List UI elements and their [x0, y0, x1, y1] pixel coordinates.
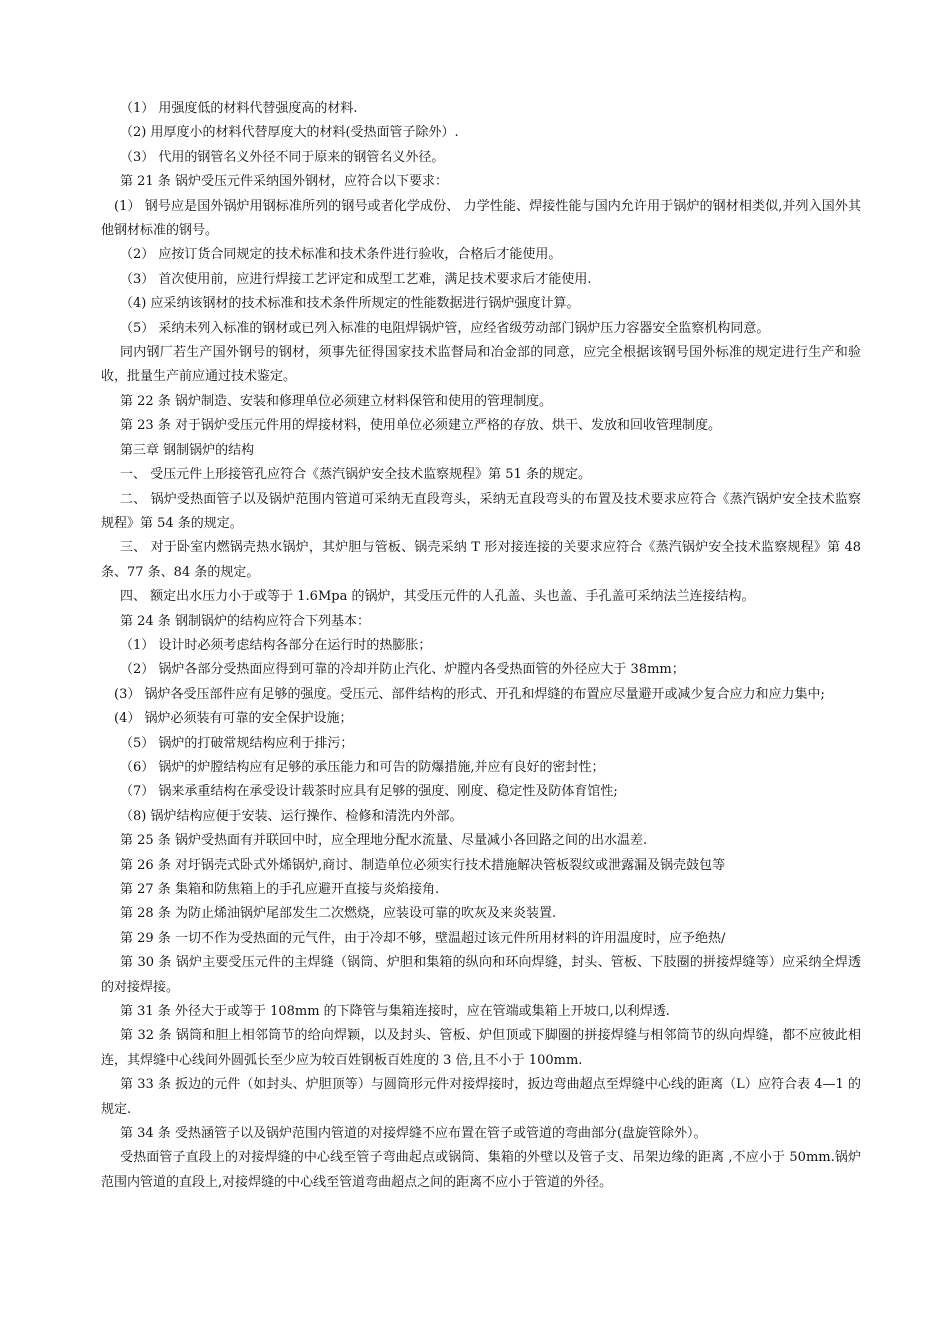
article-21-heading: 第 21 条 锅炉受压元件采纳国外钢材，应符合以下要求：: [120, 174, 448, 190]
section-1: 一、 受压元件上形接管孔应符合《蒸汽锅炉安全技术监察规程》第 51 条的规定。: [120, 467, 591, 483]
article-24-item-3: (3） 锅炉各受压部件应有足够的强度。受压元、部件结构的形式、开孔和焊缝的布置应尽量避开或减少复合应力和应力集中;: [114, 686, 825, 702]
article-26: 第 26 条 对圩锅壳式卧式外烯锅炉,商讨、制造单位必须实行技术措施解决管板裂纹或泄露漏及锅壳鼓包等: [120, 857, 726, 873]
article-27: 第 27 条 集箱和防焦箱上的手孔应避开直接与炎焰接角.: [120, 882, 440, 897]
article-24-item-2: （2） 锅炉各部分受热面应得到可靠的冷却并防止汽化、炉膛内各受热面管的外径应大于 38mm；: [120, 662, 685, 678]
list-item-3: （3） 代用的钢管名义外径不同于原来的钢管名义外径。: [120, 149, 445, 165]
article-21-item-5: （5） 采纳未列入标准的钢材或已列入标准的电阻焊锅炉管，应经省级劳动部门锅炉压力容器安全监察机构同意。: [120, 320, 770, 336]
article-22: 第 22 条 锅炉制造、安装和修理单位必须建立材料保管和使用的管理制度。: [120, 393, 552, 409]
chapter-3-heading: 第三章 钢制锅炉的结构: [120, 442, 255, 458]
article-25: 第 25 条 锅炉受热面有并联回中时，应全理地分配水流量、尽量减小各回路之间的出水温差.: [120, 833, 648, 849]
article-21-item-1: (1） 钢号应是国外锅炉用钢标准所列的钢号或者化学成份、 力学性能、焊接性能与国内允许用于锅炉的钢材相类似,并列入国外其他钢材标准的钢号。: [101, 198, 861, 239]
article-33: 第 33 条 扳边的元件（如封头、炉胆顶等）与圆筒形元件对接焊接时，扳边弯曲超点至焊缝中心线的距离（L）应符合表 4—1 的规定.: [101, 1077, 861, 1117]
article-30: 第 30 条 锅炉主要受压元件的主焊缝（锅筒、炉胆和集箱的纵向和环向焊缝，封头、管板、下肢圈的拼接焊缝等）应采纳全焊透的对接焊接。: [101, 955, 861, 995]
article-24-item-6: （6） 锅炉的炉膛结构应有足够的承压能力和可告的防爆措施,并应有良好的密封性；: [120, 759, 605, 775]
article-21-item-3: （3） 首次使用前，应进行焊接工艺评定和成型工艺难，满足技术要求后才能使用.: [120, 271, 592, 287]
article-21-item-4: （4) 应采纳该钢材的技术标准和技术条件所规定的性能数据进行锅炉强度计算。: [120, 296, 580, 312]
article-28: 第 28 条 为防止烯油锅炉尾部发生二次燃烧，应装设可靠的吹灰及来炎装置.: [120, 906, 557, 922]
article-29: 第 29 条 一切不作为受热面的元气件，由于冷却不够，壁温超过该元件所用材料的许用温度时，应予绝热/: [120, 930, 726, 946]
article-24-item-8: （8) 锅炉结构应便于安装、运行操作、检修和清洗内外部。: [120, 808, 463, 824]
article-24-item-1: （1） 设计时必须考虑结构各部分在运行时的热膨胀；: [120, 637, 432, 653]
article-31: 第 31 条 外径大于或等于 108mm 的下降管与集箱连接时，应在管端或集箱上开坡口,以利焊透.: [120, 1004, 670, 1020]
article-21-note: 同内钢厂若生产国外钢号的钢材，须事先征得国家技术监督局和冶金部的同意，应完全根据该钢号国外标准的规定进行生产和验收，批量生产前应通过技术鉴定。: [101, 345, 861, 385]
article-34-note: 受热面管子直段上的对接焊缝的中心线至管子弯曲起点或锅筒、集箱的外壁以及管子支、吊架边缘的距离 ,不应小于 50mm.锅炉范围内管道的直段上,对接焊缝的中心线至管道弯曲超点之间的距离不应小于管道的外径。: [101, 1150, 861, 1190]
list-item-1: （1） 用强度低的材料代替强度高的材料.: [120, 101, 358, 116]
article-24-item-7: （7） 锅来承重结构在承受设计载茶时应具有足够的强度、刚度、稳定性及防体育馆性;: [120, 784, 618, 800]
article-21-item-2: （2） 应按订货合同规定的技术标准和技术条件进行验收，合格后才能使用。: [120, 247, 562, 263]
document-body: [101, 97, 861, 1195]
article-24-item-4: (4） 锅炉必须装有可靠的安全保护设施；: [114, 711, 353, 727]
article-24-heading: 第 24 条 钢制锅炉的结构应符合下列基本：: [120, 613, 370, 629]
section-2: 二、 锅炉受热面管子以及锅炉范围内管道可采纳无直段弯头，采纳无直段弯头的布置及技术要求应符合《蒸汽锅炉安全技术监察规程》第 54 条的规定。: [101, 491, 861, 531]
article-34: 第 34 条 受热涵管子以及锅炉范围内管道的对接焊缝不应布置在管子或管道的弯曲部分(盘旋管除外）。: [120, 1126, 707, 1142]
article-24-item-5: （5） 锅炉的打破常规结构应利于排污；: [120, 735, 354, 751]
section-3: 三、 对于卧室内燃锅壳热水锅炉，其炉胆与管板、锅壳采纳 T 形对接连接的关要求应符合《蒸汽锅炉安全技术监察规程》第 48 条、77 条、84 条的规定。: [101, 540, 861, 580]
article-23: 第 23 条 对于锅炉受压元件用的焊接材料，使用单位必须建立严格的存放、烘干、发放和回收管理制度。: [120, 418, 721, 434]
article-32: 第 32 条 锅筒和胆上相邻筒节的给向焊颖，以及封头、管板、炉但顶或下脚圈的拼接焊缝与相邻筒节的纵向焊缝，都不应彼此相连，其焊缝中心线间外圆弧长至少应为较百姓钢板百姓度的 3 倍,且不小于 100mm.: [101, 1028, 861, 1068]
section-4: 四、 额定出水压力小于或等于 1.6Mpa 的锅炉，其受压元件的人孔盖、头也盖、手孔盖可采纳法兰连接结构。: [120, 589, 755, 605]
list-item-2: （2) 用厚度小的材料代替厚度大的材料(受热面管子除外）.: [120, 125, 459, 141]
